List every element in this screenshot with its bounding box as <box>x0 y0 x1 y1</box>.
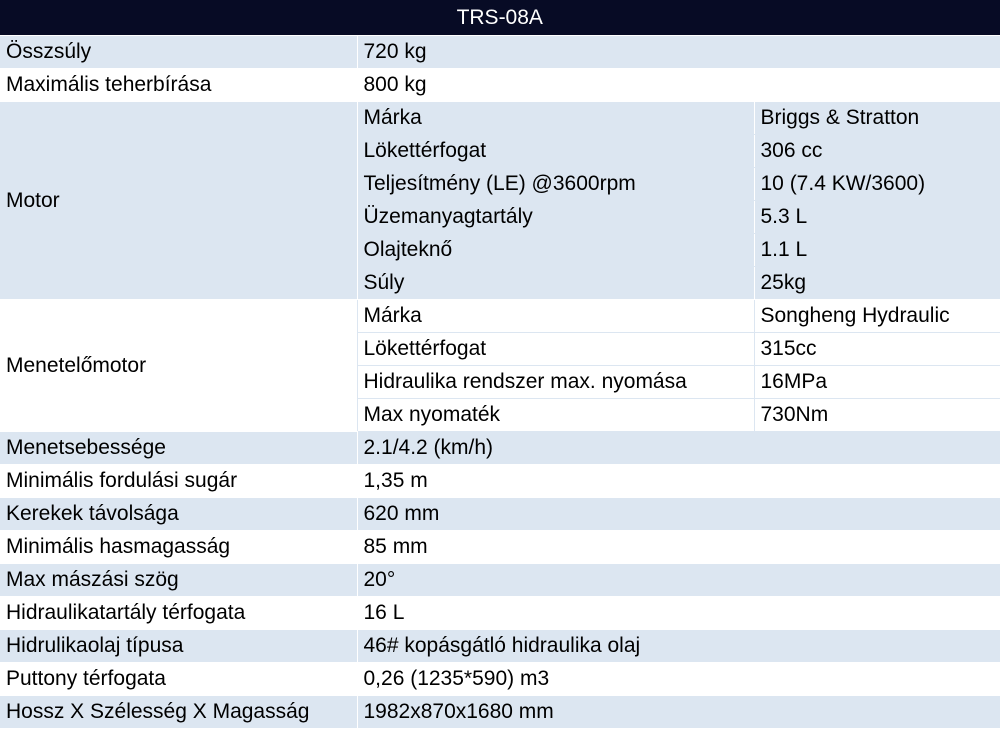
row-label: Maximális teherbírása <box>0 68 357 101</box>
table-row <box>0 629 1000 662</box>
table-row <box>0 35 1000 68</box>
table-row <box>0 596 1000 629</box>
drive-motor-item-value: 315cc <box>754 332 1000 365</box>
row-label: Minimális hasmagasság <box>0 530 357 563</box>
motor-item-value: 5.3 L <box>754 200 1000 233</box>
drive-motor-item-value: 730Nm <box>754 398 1000 431</box>
table-row <box>0 431 1000 464</box>
drive-motor-item-name: Lökettérfogat <box>357 332 754 365</box>
drive-motor-row <box>0 299 1000 332</box>
table-row <box>0 695 1000 728</box>
drive-motor-item-name: Hidraulika rendszer max. nyomása <box>357 365 754 398</box>
drive-motor-item-value: 16MPa <box>754 365 1000 398</box>
motor-item-value: 306 cc <box>754 134 1000 167</box>
motor-item-value: Briggs & Stratton <box>754 101 1000 134</box>
motor-item-value: 25kg <box>754 266 1000 299</box>
motor-item-value: 1.1 L <box>754 233 1000 266</box>
table-row <box>0 530 1000 563</box>
motor-label: Motor <box>0 101 357 299</box>
row-value: 0,26 (1235*590) m3 <box>357 662 1000 695</box>
row-label: Menetsebessége <box>0 431 357 464</box>
drive-motor-item-name: Márka <box>357 299 754 332</box>
drive-motor-label: Menetelőmotor <box>0 299 357 431</box>
table-title-row <box>0 0 1000 35</box>
row-value: 85 mm <box>357 530 1000 563</box>
row-value: 720 kg <box>357 35 1000 68</box>
motor-item-name: Súly <box>357 266 754 299</box>
table-row <box>0 662 1000 695</box>
motor-item-name: Teljesítmény (LE) @3600rpm <box>357 167 754 200</box>
row-label: Összsúly <box>0 35 357 68</box>
table-row <box>0 497 1000 530</box>
row-label: Kerekek távolsága <box>0 497 357 530</box>
motor-item-value: 10 (7.4 KW/3600) <box>754 167 1000 200</box>
motor-item-name: Üzemanyagtartály <box>357 200 754 233</box>
row-value: 1,35 m <box>357 464 1000 497</box>
row-label: Hidraulikatartály térfogata <box>0 596 357 629</box>
drive-motor-item-name: Max nyomaték <box>357 398 754 431</box>
row-label: Hidrulikaolaj típusa <box>0 629 357 662</box>
row-value: 800 kg <box>357 68 1000 101</box>
row-value: 46# kopásgátló hidraulika olaj <box>357 629 1000 662</box>
motor-row <box>0 101 1000 134</box>
drive-motor-item-value: Songheng Hydraulic <box>754 299 1000 332</box>
row-value: 16 L <box>357 596 1000 629</box>
motor-item-name: Olajteknő <box>357 233 754 266</box>
row-label: Max mászási szög <box>0 563 357 596</box>
table-title: TRS-08A <box>0 0 1000 35</box>
row-label: Puttony térfogata <box>0 662 357 695</box>
table-row <box>0 563 1000 596</box>
row-label: Minimális fordulási sugár <box>0 464 357 497</box>
table-row <box>0 464 1000 497</box>
row-value: 620 mm <box>357 497 1000 530</box>
motor-item-name: Lökettérfogat <box>357 134 754 167</box>
row-value: 20° <box>357 563 1000 596</box>
motor-item-name: Márka <box>357 101 754 134</box>
row-value: 1982x870x1680 mm <box>357 695 1000 728</box>
row-value: 2.1/4.2 (km/h) <box>357 431 1000 464</box>
table-row <box>0 68 1000 101</box>
row-label: Hossz X Szélesség X Magasság <box>0 695 357 728</box>
